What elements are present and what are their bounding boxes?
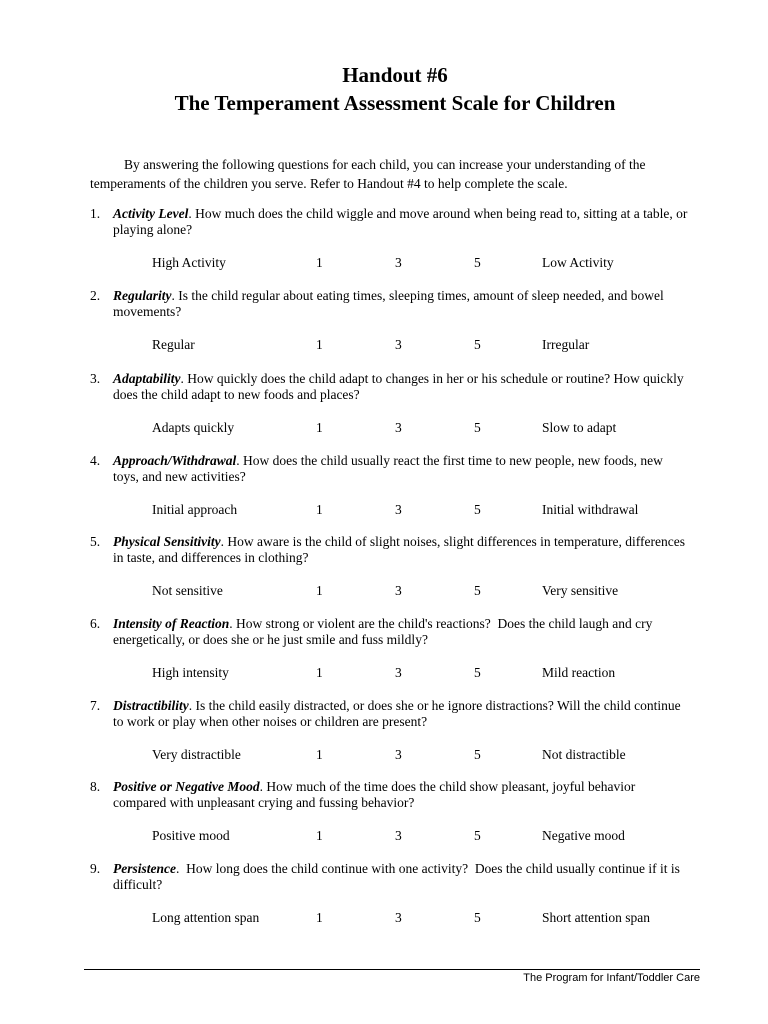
- question-text-line-1: [113, 616, 652, 632]
- rating-scale: [0, 583, 768, 599]
- scale-value-1: 1: [316, 420, 323, 435]
- rating-scale: [0, 420, 768, 436]
- question-text-line-1: [113, 371, 684, 387]
- rating-scale: [0, 502, 768, 518]
- question-text-line-2: toys, and new activities?: [113, 469, 246, 484]
- scale-value-5: 5: [474, 337, 481, 352]
- question-9: [0, 861, 768, 927]
- question-title: Intensity of Reaction: [113, 616, 230, 631]
- intro-line-2: temperaments of the children you serve. Refer to Handout #4 to help complete the scale.: [90, 176, 568, 191]
- question-title: Activity Level: [113, 206, 189, 221]
- question-number: 8.: [90, 779, 101, 794]
- question-8: [0, 779, 768, 845]
- question-number: 4.: [90, 453, 101, 468]
- question-text: . How long does the child continue with one activity? Does the child usually continue if it is: [176, 861, 680, 876]
- question-text-line-1: [113, 206, 687, 222]
- scale-value-1: 1: [316, 337, 323, 352]
- question-text: . How much does the child wiggle and move around when being read to, sitting at a table, or: [188, 206, 688, 221]
- scale-right-label: Slow to adapt: [542, 420, 617, 435]
- scale-right-label: Low Activity: [542, 255, 614, 270]
- scale-value-3: 3: [395, 828, 402, 843]
- rating-scale: [0, 665, 768, 681]
- scale-value-3: 3: [395, 910, 402, 925]
- question-text: . Is the child easily distracted, or does she or he ignore distractions? Will the child continue: [188, 698, 681, 713]
- footer-divider: [84, 969, 700, 970]
- question-text: . How strong or violent are the child's reactions? Does the child laugh and cry: [229, 616, 653, 631]
- rating-scale: [0, 747, 768, 763]
- page-title: The Temperament Assessment Scale for Children: [174, 91, 616, 115]
- question-6: [0, 616, 768, 682]
- question-title: Regularity: [113, 288, 172, 303]
- scale-left-label: High intensity: [152, 665, 229, 680]
- scale-left-label: Not sensitive: [152, 583, 223, 598]
- scale-right-label: Irregular: [542, 337, 590, 352]
- scale-value-5: 5: [474, 828, 481, 843]
- question-text-line-2: movements?: [113, 304, 182, 319]
- scale-value-3: 3: [395, 583, 402, 598]
- question-number: 9.: [90, 861, 101, 876]
- question-number: 5.: [90, 534, 101, 549]
- question-text-line-2: energetically, or does she or he just smile and fuss mildly?: [113, 632, 428, 647]
- scale-value-5: 5: [474, 665, 481, 680]
- question-text-line-2: does the child adapt to new foods and places?: [113, 387, 360, 402]
- question-text-line-1: [113, 779, 635, 795]
- question-text: . How aware is the child of slight noises, slight differences in temperature, differences: [220, 534, 685, 549]
- scale-left-label: Long attention span: [152, 910, 260, 925]
- question-7: [0, 698, 768, 764]
- scale-right-label: Short attention span: [542, 910, 650, 925]
- scale-value-1: 1: [316, 910, 323, 925]
- question-title: Distractibility: [113, 698, 189, 713]
- question-number: 7.: [90, 698, 101, 713]
- scale-value-3: 3: [395, 420, 402, 435]
- question-number: 2.: [90, 288, 101, 303]
- question-text-line-2: compared with unpleasant crying and fussing behavior?: [113, 795, 415, 810]
- handout-number: Handout #6: [342, 63, 448, 87]
- rating-scale: [0, 910, 768, 926]
- scale-value-1: 1: [316, 502, 323, 517]
- question-text-line-2: playing alone?: [113, 222, 193, 237]
- scale-value-5: 5: [474, 420, 481, 435]
- rating-scale: [0, 255, 768, 271]
- question-text-line-2: in taste, and differences in clothing?: [113, 550, 309, 565]
- scale-left-label: Adapts quickly: [152, 420, 235, 435]
- question-text: . Is the child regular about eating times, sleeping times, amount of sleep needed, and bowel: [171, 288, 664, 303]
- question-text: . How much of the time does the child show pleasant, joyful behavior: [259, 779, 636, 794]
- scale-value-1: 1: [316, 828, 323, 843]
- question-title: Persistence: [113, 861, 176, 876]
- question-title: Positive or Negative Mood: [113, 779, 260, 794]
- scale-value-5: 5: [474, 583, 481, 598]
- question-number: 1.: [90, 206, 101, 221]
- question-text: . How does the child usually react the first time to new people, new foods, new: [236, 453, 663, 468]
- scale-right-label: Initial withdrawal: [542, 502, 639, 517]
- question-text-line-2: to work or play when other noises or children are present?: [113, 714, 428, 729]
- question-number: 3.: [90, 371, 101, 386]
- scale-value-5: 5: [474, 910, 481, 925]
- question-title: Adaptability: [113, 371, 181, 386]
- scale-left-label: High Activity: [152, 255, 226, 270]
- scale-value-5: 5: [474, 502, 481, 517]
- scale-right-label: Very sensitive: [542, 583, 619, 598]
- scale-value-1: 1: [316, 583, 323, 598]
- question-title: Physical Sensitivity: [113, 534, 221, 549]
- question-title: Approach/Withdrawal: [113, 453, 237, 468]
- scale-left-label: Very distractible: [152, 747, 241, 762]
- scale-value-3: 3: [395, 337, 402, 352]
- scale-left-label: Regular: [152, 337, 195, 352]
- scale-value-3: 3: [395, 502, 402, 517]
- question-text-line-1: [113, 453, 663, 469]
- question-text-line-1: [113, 861, 680, 877]
- scale-value-1: 1: [316, 665, 323, 680]
- question-text-line-1: [113, 288, 664, 304]
- scale-right-label: Negative mood: [542, 828, 625, 843]
- scale-value-5: 5: [474, 747, 481, 762]
- question-3: [0, 371, 768, 437]
- question-text-line-2: difficult?: [113, 877, 163, 892]
- scale-right-label: Mild reaction: [542, 665, 616, 680]
- question-text-line-1: [113, 534, 685, 550]
- question-text-line-1: [113, 698, 681, 714]
- scale-right-label: Not distractible: [542, 747, 626, 762]
- scale-value-1: 1: [316, 255, 323, 270]
- question-1: [0, 206, 768, 272]
- rating-scale: [0, 337, 768, 353]
- scale-value-3: 3: [395, 255, 402, 270]
- question-5: [0, 534, 768, 600]
- footer-text: The Program for Infant/Toddler Care: [523, 972, 700, 984]
- question-4: [0, 453, 768, 519]
- scale-value-1: 1: [316, 747, 323, 762]
- scale-value-3: 3: [395, 665, 402, 680]
- question-number: 6.: [90, 616, 101, 631]
- scale-left-label: Initial approach: [152, 502, 238, 517]
- intro-line-1: By answering the following questions for each child, you can increase your understanding of the: [124, 157, 646, 172]
- question-text: . How quickly does the child adapt to changes in her or his schedule or routine? How quickly: [180, 371, 684, 386]
- question-2: [0, 288, 768, 354]
- scale-left-label: Positive mood: [152, 828, 230, 843]
- scale-value-5: 5: [474, 255, 481, 270]
- scale-value-3: 3: [395, 747, 402, 762]
- rating-scale: [0, 828, 768, 844]
